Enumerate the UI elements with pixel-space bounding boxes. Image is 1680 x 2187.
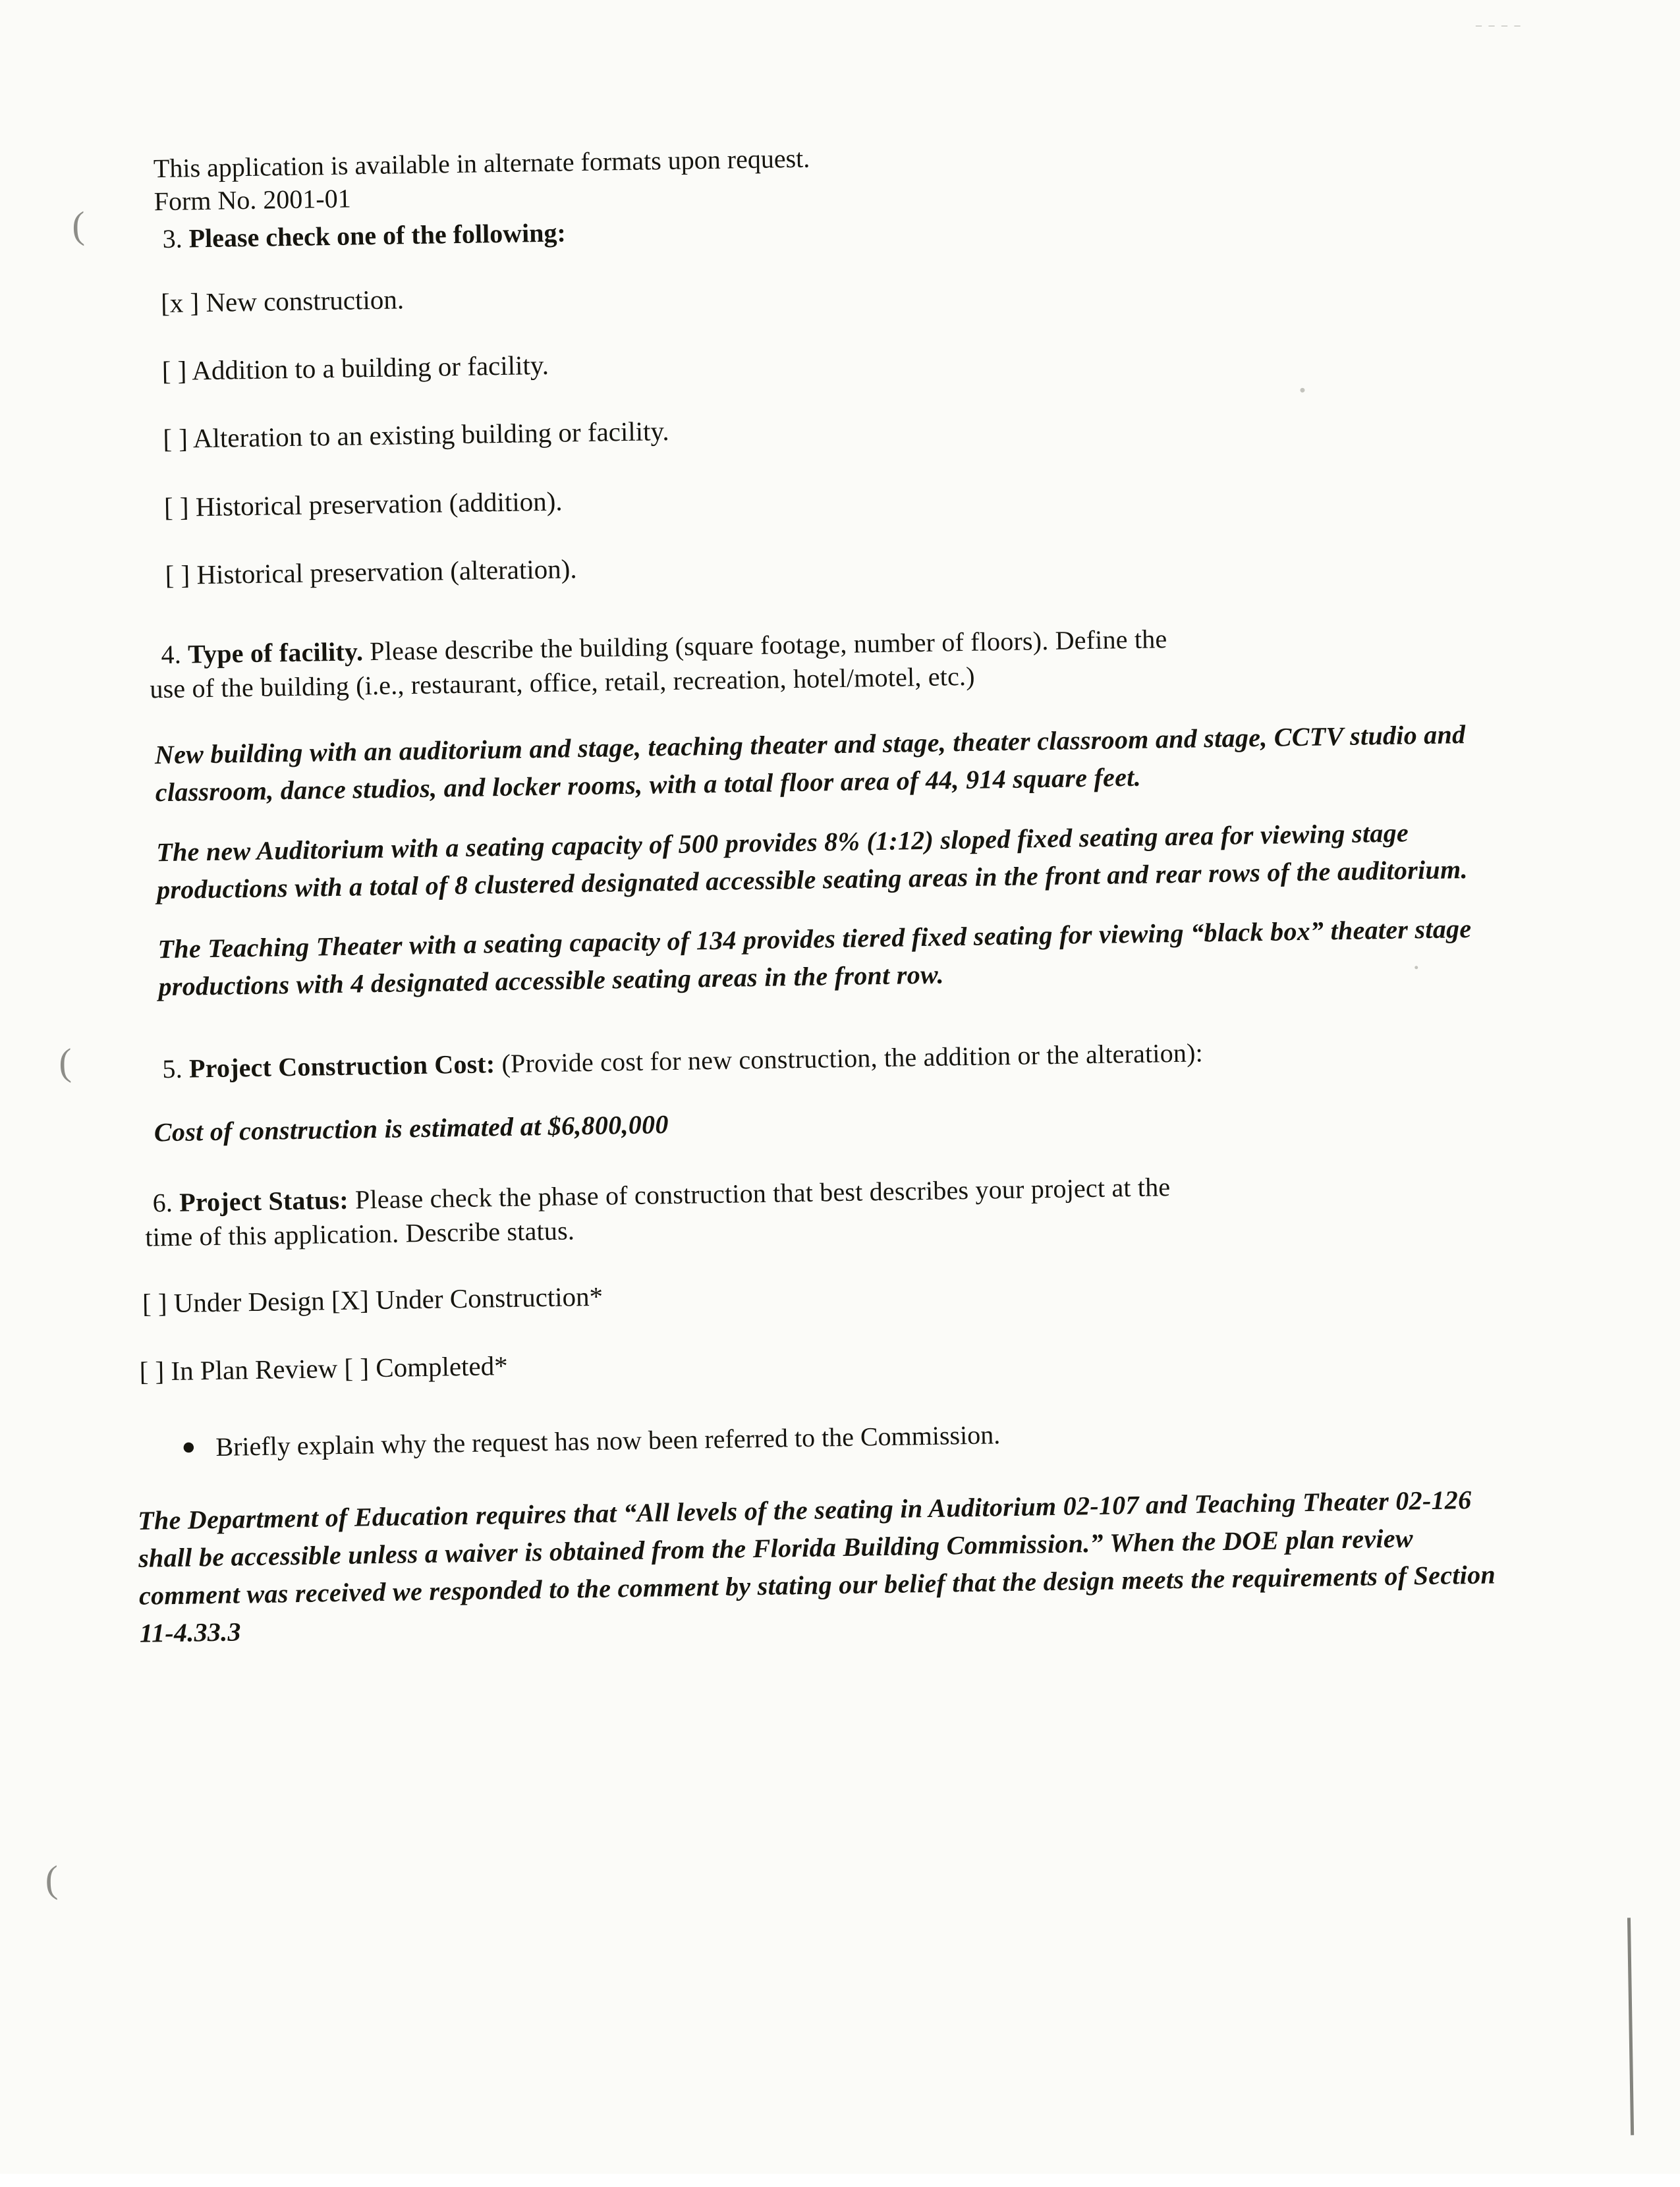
margin-paren-mark-3: ( [45,1857,59,1901]
section-4-number: 4. [161,639,182,670]
document-body [137,131,1515,1651]
margin-paren-mark-2: ( [58,1040,72,1084]
section-4-answer-1: New building with an auditorium and stage, teaching theater and stage, theater classroom and stage, CCTV studio and classroom, dance studios, and locker rooms, with a total floor area of 44, 914 square feet. [154,719,1466,808]
scan-artifact-top-mark: – – – – [1476,18,1523,32]
bullet-icon: ● [181,1433,196,1460]
section-4-answer-3: The Teaching Theater with a seating capacity of 134 provides tiered fixed seating for viewing “black box” theater stage productions with 4 designated accessible seating areas in the front row. [157,914,1472,1002]
section-6-title: Project Status: [179,1184,349,1217]
section-4-answer-2: The new Auditorium with a seating capacity of 500 provides 8% (1:12) sloped fixed seating area for viewing stage productions with a total of 8 clustered designated accessible seating areas in the front and rear rows of the auditorium. [155,817,1469,904]
section-6-answer-1: The Department of Education requires that “All levels of the seating in Auditorium 02-107 and Teaching Theater 02-126 shall be accessible unless a waiver is obtained from the Florida Building Commission.” When the DOE plan review comment was received we responded to the comment by stating our belief that the design meets the requirements of Section 11-4.33.3 [137,1485,1496,1648]
section-6-bullet-text: Briefly explain why the request has now been referred to the Commission. [215,1420,1001,1462]
form-number: Form No. 2001-01 [154,183,351,216]
section-4-title: Type of facility. [187,636,364,669]
section-6-prompt-line-1: Please check the phase of construction that best describes your project at the [354,1171,1171,1215]
checkbox-option-under-design-construction[interactable]: [ ] Under Design [X] Under Construction* [142,1281,603,1319]
availability-note: This application is available in alternate formats upon request. [153,143,810,184]
section-6-prompt-line-2: time of this application. Describe status. [145,1215,575,1252]
checkbox-option-new-construction[interactable]: [x ] New construction. [160,284,405,318]
scan-edge-line [1627,1918,1634,2135]
margin-paren-mark-1: ( [71,203,86,247]
section-5-answer-1: Cost of construction is estimated at $6,800,000 [154,1109,669,1148]
checkbox-option-in-plan-review-completed[interactable]: [ ] In Plan Review [ ] Completed* [139,1350,509,1387]
checkbox-option-alteration[interactable]: [ ] Alteration to an existing building or facility. [163,416,669,455]
section-5-prompt: (Provide cost for new construction, the addition or the alteration): [501,1038,1204,1079]
section-4-prompt-line-1: Please describe the building (square footage, number of floors). Define the [369,624,1167,667]
section-5-number: 5. [162,1053,183,1084]
checkbox-option-historical-alteration[interactable]: [ ] Historical preservation (alteration). [165,553,577,590]
section-4-prompt-line-2: use of the building (i.e., restaurant, office, retail, recreation, hotel/motel, etc.) [150,661,976,704]
section-5-title: Project Construction Cost: [188,1049,495,1084]
checkbox-option-addition[interactable]: [ ] Addition to a building or facility. [161,349,549,387]
checkbox-option-historical-addition[interactable]: [ ] Historical preservation (addition). [163,485,563,522]
section-3-number: 3. [162,223,183,254]
section-6-number: 6. [152,1187,173,1218]
section-3-title: Please check one of the following: [188,217,567,254]
